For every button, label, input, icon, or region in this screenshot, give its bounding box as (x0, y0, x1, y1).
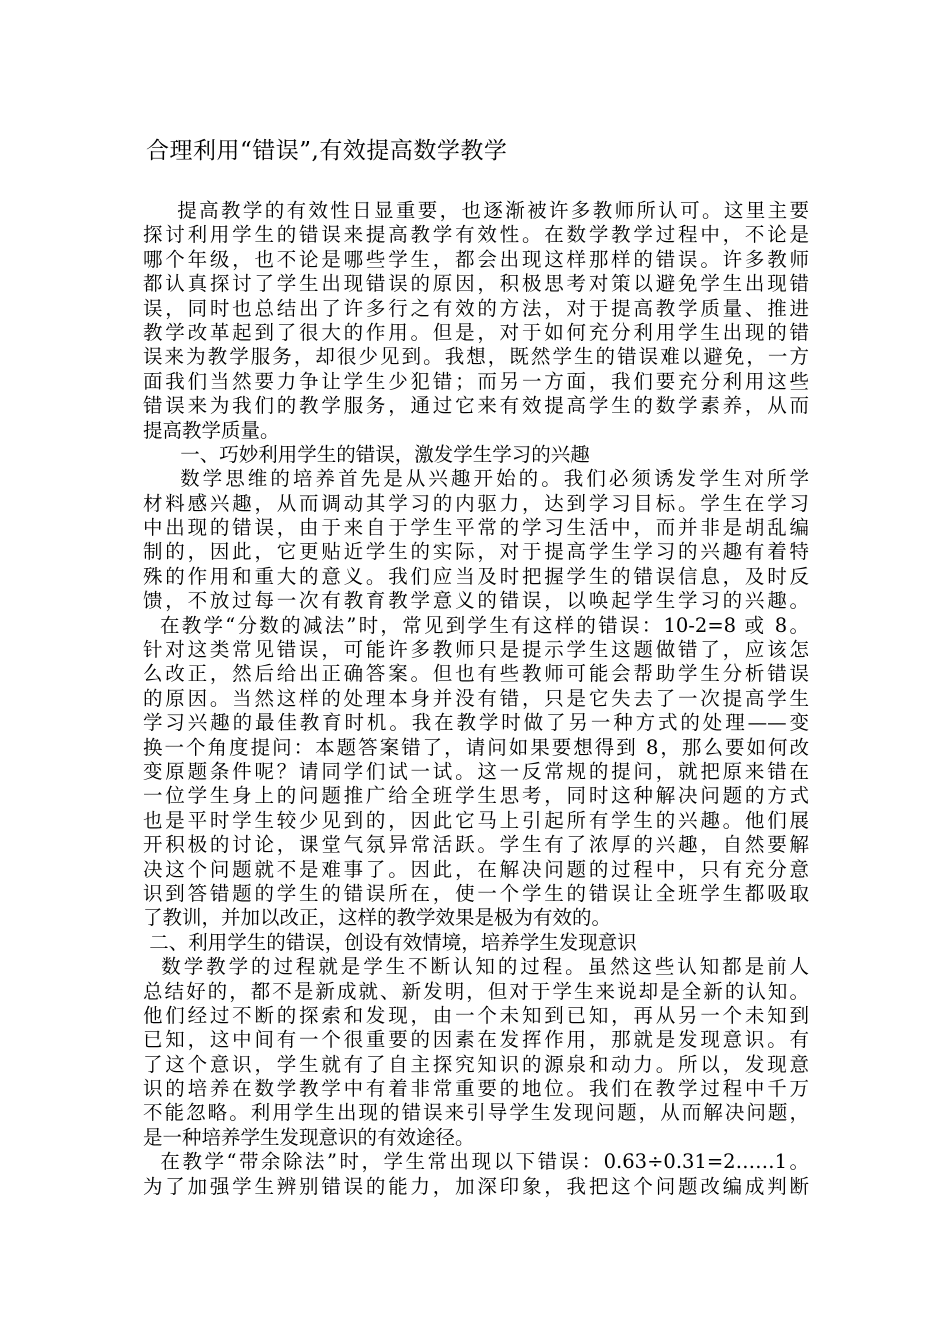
text-line: 识到答错题的学生的错误所在，使一个学生的错误让全班学生都吸取 (143, 881, 809, 905)
text-line: 针对这类常见错误，可能许多教师只是提示学生这题做错了，应该怎 (143, 638, 809, 662)
text-line: 面我们当然要力争让学生少犯错；而另一方面，我们要充分利用这些 (143, 369, 809, 393)
text-line: 也是平时学生较少见到的，因此它马上引起所有学生的兴趣。他们展 (143, 808, 809, 832)
text-line: 是一种培养学生发现意识的有效途径。 (143, 1125, 475, 1149)
text-line: 了教训，并加以改正，这样的教学效果是极为有效的。 (143, 906, 612, 930)
text-line: 教学改革起到了很大的作用。但是，对于如何充分利用学生出现的错 (143, 320, 809, 344)
text-line: 二、利用学生的错误，创设有效情境，培养学生发现意识 (143, 930, 637, 954)
text-line: 么改正，然后给出正确答案。但也有些教师可能会帮助学生分析错误 (143, 662, 809, 686)
text-line: 提高教学的有效性日显重要，也逐渐被许多教师所认可。这里主要 (143, 199, 809, 222)
text-line: 探讨利用学生的错误来提高教学有效性。在数学教学过程中，不论是 (143, 223, 809, 247)
document-title: 合理利用“错误”,有效提高数学教学 (146, 138, 508, 164)
text-line: 一、巧妙利用学生的错误，激发学生学习的兴趣 (143, 442, 590, 466)
text-line: 一位学生身上的问题推广给全班学生思考，同时这种解决问题的方式 (143, 784, 809, 808)
text-line: 识的培养在数学教学中有着非常重要的地位。我们在教学过程中千万 (143, 1077, 809, 1101)
text-line: 材料感兴趣，从而调动其学习的内驱力，达到学习目标。学生在学习 (143, 491, 809, 515)
text-line: 开积极的讨论，课堂气氛异常活跃。学生有了浓厚的兴趣，自然要解 (143, 833, 809, 857)
text-line: 不能忽略。利用学生出现的错误来引导学生发现问题，从而解决问题， (143, 1101, 809, 1125)
text-line: 已知，这中间有一个很重要的因素在发挥作用，那就是发现意识。有 (143, 1028, 809, 1052)
text-line: 都认真探讨了学生出现错误的原因，积极思考对策以避免学生出现错 (143, 272, 809, 296)
text-line: 中出现的错误，由于来自于学生平常的学习生活中，而并非是胡乱编 (143, 516, 809, 540)
text-line: 错误来为我们的教学服务，通过它来有效提高学生的数学素养，从而 (143, 394, 809, 418)
text-line: 提高教学质量。 (143, 418, 280, 442)
text-line: 殊的作用和重大的意义。我们应当及时把握学生的错误信息，及时反 (143, 564, 809, 588)
text-line: 他们经过不断的探索和发现，由一个未知到已知，再从另一个未知到 (143, 1003, 809, 1027)
text-line: 在教学“带余除法”时，学生常出现以下错误：0.63÷0.31=2……1。 (143, 1150, 809, 1174)
text-line: 数学教学的过程就是学生不断认知的过程。虽然这些认知都是前人 (143, 955, 809, 979)
document-body (143, 199, 809, 1199)
text-line: 数学思维的培养首先是从兴趣开始的。我们必须诱发学生对所学 (143, 467, 809, 491)
text-line: 误，同时也总结出了许多行之有效的方法，对于提高教学质量、推进 (143, 296, 809, 320)
text-line: 为了加强学生辨别错误的能力，加深印象，我把这个问题改编成判断 (143, 1174, 809, 1198)
text-line: 馈，不放过每一次有教育教学意义的错误，以唤起学生学习的兴趣。 (143, 589, 809, 613)
text-line: 制的，因此，它更贴近学生的实际，对于提高学生学习的兴趣有着特 (143, 540, 809, 564)
text-line: 换一个角度提问：本题答案错了，请问如果要想得到 8，那么要如何改 (143, 735, 809, 759)
text-line: 的原因。当然这样的处理本身并没有错，只是它失去了一次提高学生 (143, 686, 809, 710)
text-line: 误来为教学服务，却很少见到。我想，既然学生的错误难以避免，一方 (143, 345, 809, 369)
text-line: 决这个问题就不是难事了。因此，在解决问题的过程中，只有充分意 (143, 857, 809, 881)
text-line: 总结好的，都不是新成就、新发明，但对于学生来说却是全新的认知。 (143, 979, 809, 1003)
text-line: 哪个年级，也不论是哪些学生，都会出现这样那样的错误。许多教师 (143, 247, 809, 271)
text-line: 变原题条件呢？请同学们试一试。这一反常规的提问，就把原来错在 (143, 759, 809, 783)
text-line: 在教学“分数的减法”时，常见到学生有这样的错误：10-2=8 或 8。 (143, 613, 809, 637)
text-line: 学习兴趣的最佳教育时机。我在教学时做了另一种方式的处理——变 (143, 711, 809, 735)
text-line: 了这个意识，学生就有了自主探究知识的源泉和动力。所以，发现意 (143, 1052, 809, 1076)
